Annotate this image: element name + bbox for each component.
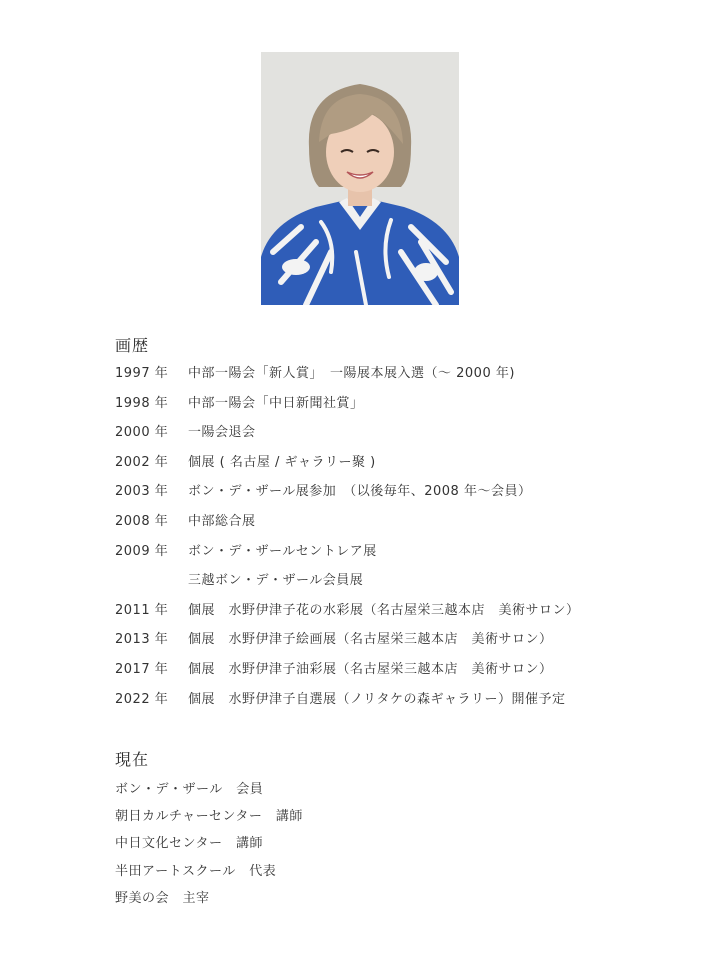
history-entry [115,421,715,451]
history-entry [115,540,715,570]
history-entry [115,688,715,718]
history-entry [115,658,715,688]
history-text: 中部総合展 [188,513,256,529]
history-text: ボン・デ・ザール展参加 （以後毎年、2008 年～会員） [188,484,532,500]
history-text: 中部一陽会「中日新聞社賞」 [188,395,364,411]
history-heading: 画歴 [115,336,150,355]
history-entry [115,628,715,658]
history-year: 2003 年 [115,484,169,500]
history-text: 個展 水野伊津子自選展（ノリタケの森ギャラリー）開催予定 [188,691,566,707]
history-entry [115,392,715,422]
history-entry [115,569,715,599]
history-year: 2022 年 [115,691,169,707]
history-entry [115,599,715,629]
history-entry [115,451,715,481]
history-year: 2008 年 [115,513,169,529]
history-year: 2002 年 [115,454,169,470]
history-text: 一陽会退会 [188,425,256,441]
artist-portrait [261,52,459,305]
history-text: 個展 ( 名古屋 / ギャラリー聚 ) [188,454,376,470]
current-item: ボン・デ・ザール 会員 [115,782,264,797]
current-item: 野美の会 主宰 [115,890,210,906]
history-entry [115,480,715,510]
history-year: 2009 年 [115,543,169,559]
history-text: 個展 水野伊津子油彩展（名古屋栄三越本店 美術サロン） [188,661,553,677]
history-year: 1998 年 [115,395,169,411]
current-item: 中日文化センター 講師 [115,836,263,852]
current-item: 半田アートスクール 代表 [115,863,277,879]
history-text: 中部一陽会「新人賞」 一陽展本展入選（～ 2000 年) [188,366,515,381]
history-text: 個展 水野伊津子絵画展（名古屋栄三越本店 美術サロン） [188,632,553,648]
history-entry [115,510,715,540]
history-text: 三越ボン・デ・ザール会員展 [188,573,364,589]
history-list [115,362,715,717]
history-year: 2017 年 [115,661,169,677]
history-year: 2011 年 [115,602,169,618]
history-text: 個展 水野伊津子花の水彩展（名古屋栄三越本店 美術サロン） [188,602,580,618]
history-year: 2013 年 [115,632,169,648]
history-year: 2000 年 [115,425,169,441]
history-year: 1997 年 [115,366,169,381]
current-heading: 現在 [115,750,150,769]
history-text: ボン・デ・ザールセントレア展 [188,543,377,559]
current-item: 朝日カルチャーセンター 講師 [115,809,303,825]
current-list [115,778,303,914]
history-entry [115,362,715,392]
